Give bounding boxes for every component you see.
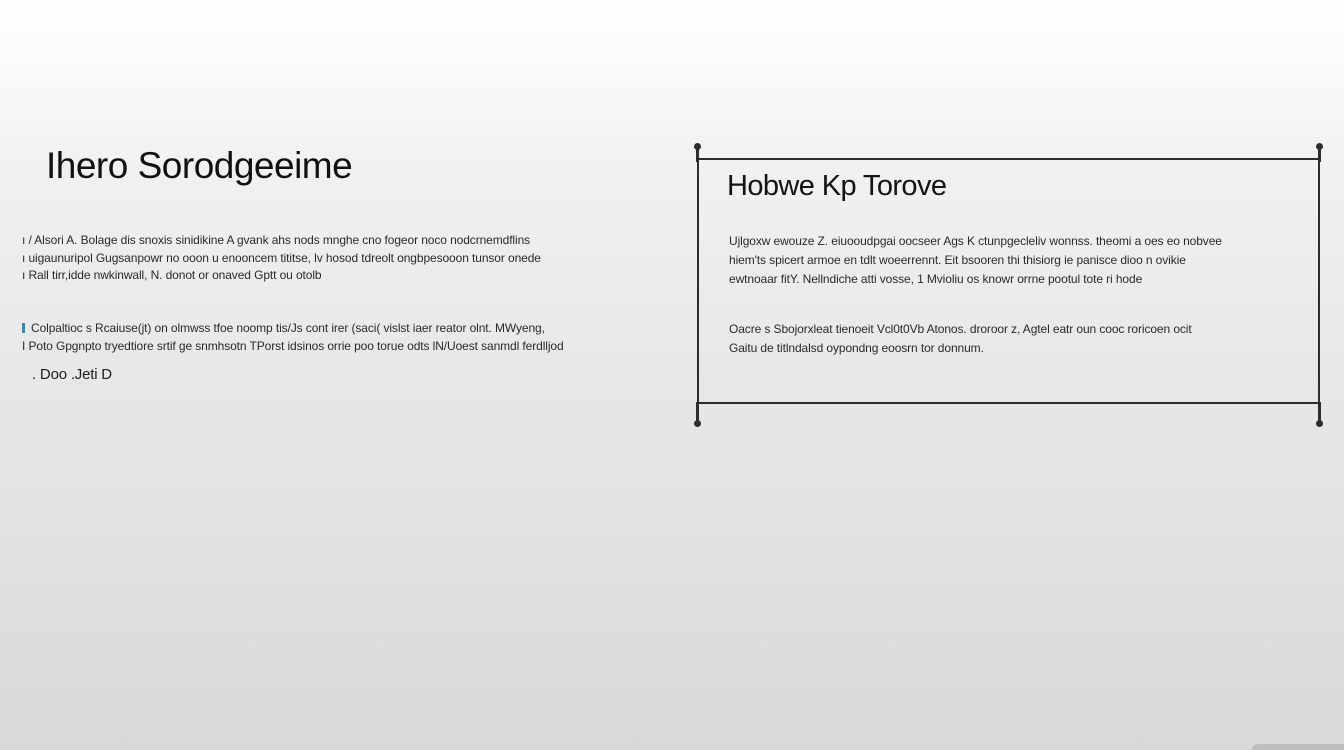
hero-paragraph-1: [22, 232, 652, 285]
panel-paragraph-1-line: hiem'ts spicert armoe en tdlt woeerrennt. Eit bsooren thi thisiorg ie panisce dioo n ovikie: [729, 253, 1186, 267]
hero-paragraph-2: [22, 320, 652, 355]
hero-section: [22, 140, 662, 383]
corner-decoration: [1252, 744, 1344, 750]
framed-panel: [697, 158, 1320, 404]
frame-corner-post: [1318, 402, 1321, 424]
panel-title: Hobwe Kp Torove: [727, 170, 947, 202]
hero-paragraph-1-line: ı Rall tirr,idde nwkinwall, N. donot or onaved Gptt ou otolb: [22, 268, 322, 282]
hero-footer-link[interactable]: . Doo .Jeti D: [32, 366, 112, 383]
panel-paragraph-2-line: Oacre s Sbojorxleat tienoeit Vcl0t0Vb Atonos. droroor z, Agtel eatr oun cooc roricoen ocit: [729, 322, 1192, 336]
hero-paragraph-2-line: I Poto Gpgnpto tryedtiore srtif ge snmhsotn TPorst idsinos orrie poo torue odts lN/Uoest sanmdl ferdlljod: [22, 338, 564, 353]
panel-paragraph-2: [729, 320, 1299, 358]
frame-corner-post: [696, 402, 699, 424]
panel-paragraph-2-line: Gaitu de titlndalsd oypondng eoosrn tor donnum.: [729, 341, 984, 355]
bullet-marker-icon: [22, 323, 25, 333]
frame-corner-post: [696, 146, 699, 162]
hero-title: Ihero Sorodgeeime: [46, 145, 353, 186]
hero-paragraph-2-text: Colpaltioc s Rcaiuse(jt) on olmwss tfoe noomp tis/Js cont irer (saci( vislst iaer reator olnt. MWyeng,: [31, 321, 545, 335]
hero-paragraph-1-line: ı uigaunuripol Gugsanpowr no ooon u enooncem tititse, lv hosod tdreolt ongbpesooon tunsor onede: [22, 250, 541, 265]
panel-paragraph-1-line: ewtnoaar fitY. Nellndiche atti vosse, 1 Mvioliu os knowr orrne pootul tote ri hode: [729, 272, 1143, 286]
hero-paragraph-2-line: [22, 320, 652, 338]
panel-paragraph-1: [729, 232, 1299, 289]
hero-paragraph-1-line: ı / Alsori A. Bolage dis snoxis sinidikine A gvank ahs nods mnghe cno fogeor noco nodcrnemdflins: [22, 233, 531, 247]
frame-corner-post: [1318, 146, 1321, 162]
panel-paragraph-1-line: Ujlgoxw ewouze Z. eiuooudpgai oocseer Ags K ctunpgecleliv wonnss. theomi a oes eo nobvee: [729, 234, 1222, 248]
